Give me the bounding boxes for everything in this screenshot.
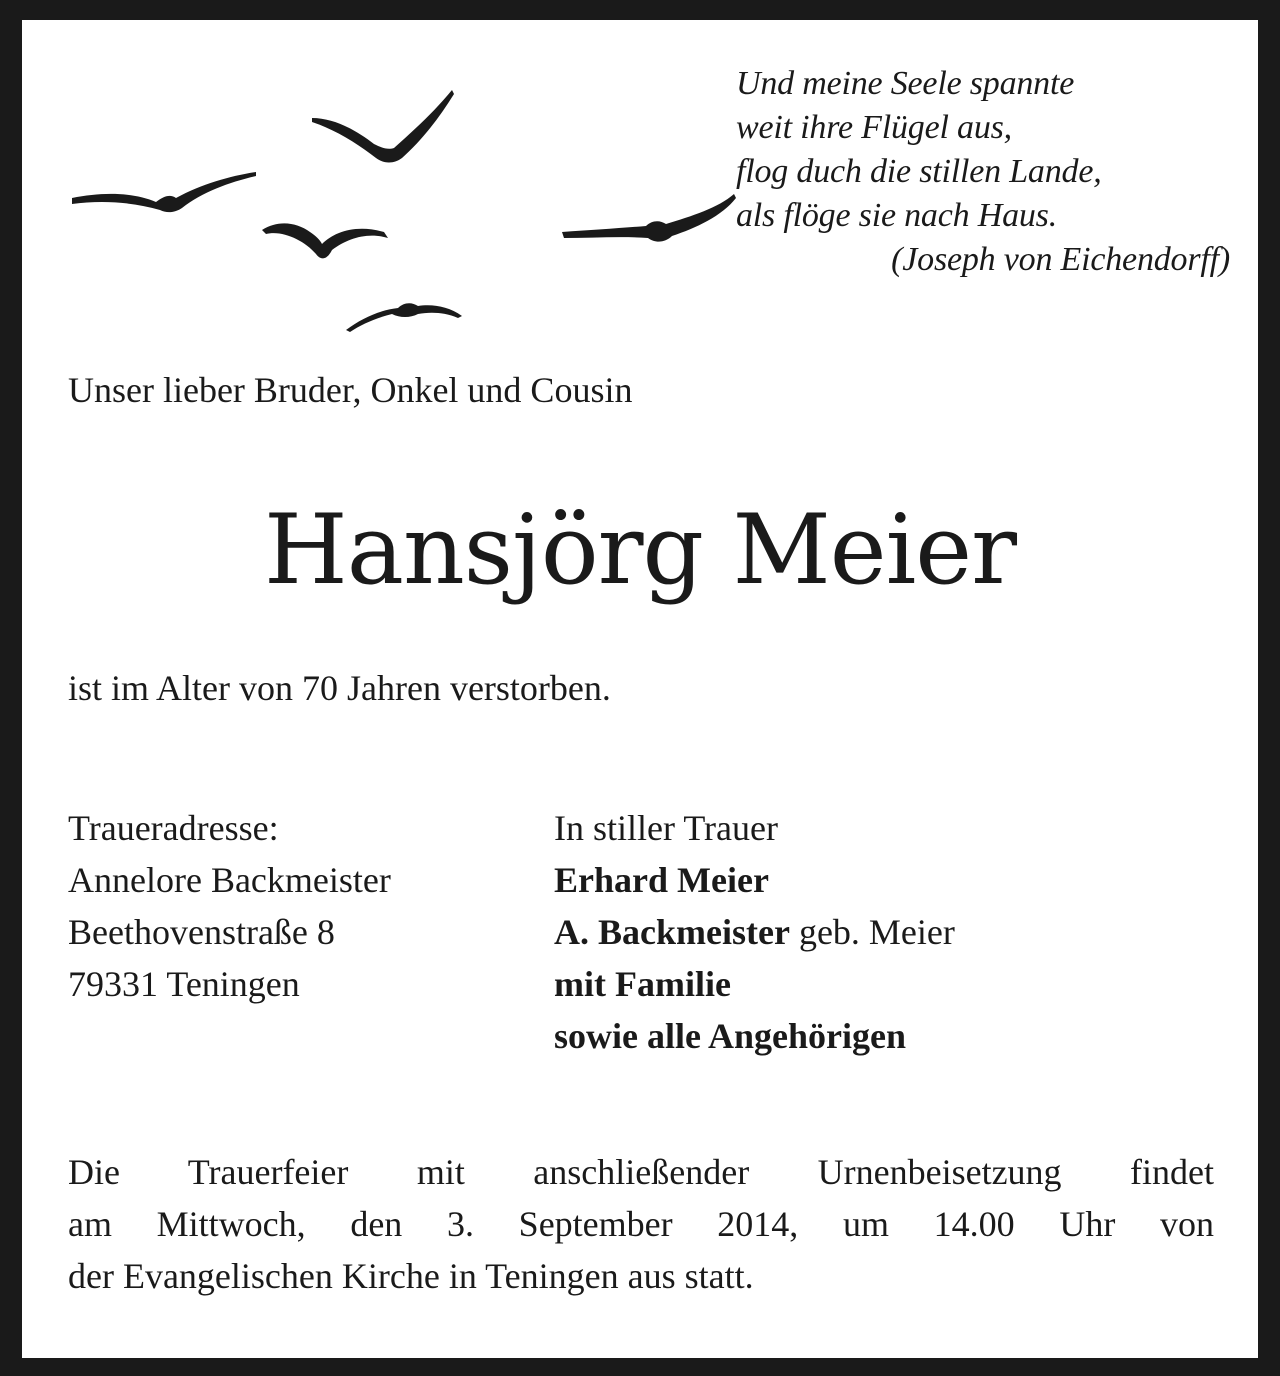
address-line: 79331 Teningen [68,964,300,1004]
ceremony-line: am Mittwoch, den 3. September 2014, um 14.00 Uhr von [68,1204,1214,1244]
poem-line: Und meine Seele spannte [736,65,1075,102]
bird-icon [312,90,454,163]
mourners-block [554,802,955,1062]
mourning-address [68,802,391,1010]
poem-line: weit ihre Flügel aus, [736,109,1012,146]
mourner-name: Erhard Meier [554,860,769,900]
address-line: Beethovenstraße 8 [68,912,335,952]
bird-icon [262,223,388,258]
poem-author: (Joseph von Eichendorff) [891,241,1230,278]
deceased-name: Hansjörg Meier [264,494,1016,606]
address-label: Traueradresse: [68,808,279,848]
ceremony-line: der Evangelischen Kirche in Teningen aus statt. [68,1256,754,1296]
mourner-name: A. Backmeister [554,912,790,952]
mourner-maiden-name: geb. Meier [789,912,955,952]
mourner-name-line [554,906,955,958]
bird-icon [346,303,462,332]
ceremony-line: Die Trauerfeier mit anschließender Urnenbeisetzung findet [68,1152,1214,1192]
bird-icon [562,194,736,242]
poem-line: flog duch die stillen Lande, [736,153,1102,190]
intro-text: Unser lieber Bruder, Onkel und Cousin [68,370,633,410]
seagulls-icon [72,68,752,348]
age-text: ist im Alter von 70 Jahren verstorben. [68,668,611,708]
ceremony-text [68,1146,1214,1302]
address-line: Annelore Backmeister [68,860,391,900]
mourner-relatives: sowie alle Angehörigen [554,1016,906,1056]
bird-icon [72,172,256,212]
mourner-family: mit Familie [554,964,731,1004]
mourners-heading: In stiller Trauer [554,808,778,848]
poem-quote [736,62,1236,282]
poem-line: als flöge sie nach Haus. [736,197,1058,234]
